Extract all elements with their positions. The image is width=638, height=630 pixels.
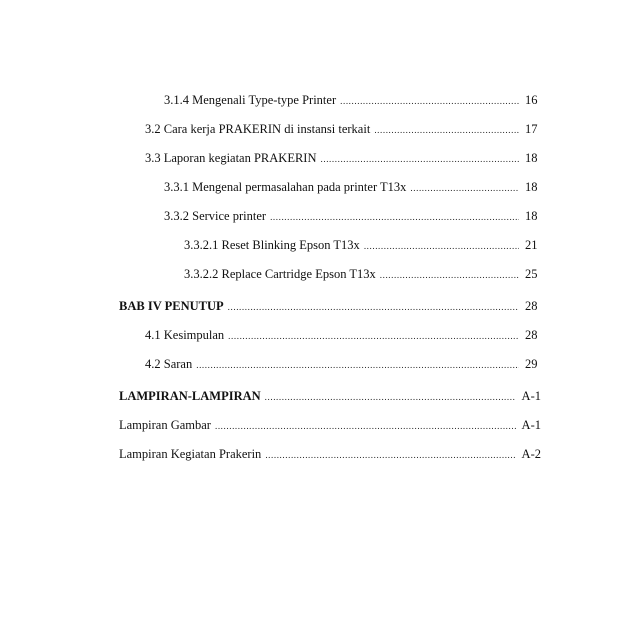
toc-page-number: 18 [525,151,538,165]
toc-dot-leader [228,328,519,344]
toc-dot-leader [340,93,519,109]
toc-entry [145,121,541,138]
toc-dot-leader [215,418,516,434]
toc-entry-chapter [119,388,541,405]
toc-dot-leader [374,122,519,138]
toc-entry [184,266,541,283]
toc-page-number: A-1 [521,389,541,403]
toc-page-number: 28 [525,299,538,313]
toc-dot-leader [265,447,515,463]
toc-entry-title: 4.2 Saran [145,357,193,371]
toc-dot-leader [265,389,516,405]
toc-entry-title: 3.3.2.2 Replace Cartridge Epson T13x [184,267,376,281]
toc-entry [184,237,541,254]
toc-dot-leader [321,151,520,167]
toc-entry [119,446,541,463]
toc-dot-leader [380,267,519,283]
toc-entry-title: Lampiran Gambar [119,418,211,432]
toc-page-number: 21 [525,238,538,252]
toc-chapter-title: BAB IV PENUTUP [119,299,224,313]
toc-entry-title: 3.3.1 Mengenal permasalahan pada printer T13x [164,180,407,194]
toc-dot-leader [270,209,519,225]
toc-entry-title: 3.1.4 Mengenali Type-type Printer [164,93,337,107]
toc-entry [164,179,541,196]
toc-page-number: 16 [525,93,538,107]
toc-entry-chapter [119,298,541,315]
toc-dot-leader [364,238,519,254]
toc-page-number: 29 [525,357,538,371]
toc-dot-leader [228,299,519,315]
toc-entry-title: 3.3.2 Service printer [164,209,267,223]
toc-chapter-title: LAMPIRAN-LAMPIRAN [119,389,261,403]
toc-page-number: A-1 [521,418,541,432]
toc-entry-title: 3.2 Cara kerja PRAKERIN di instansi terkait [145,122,371,136]
toc-entry-title: 3.3 Laporan kegiatan PRAKERIN [145,151,317,165]
toc-entry-title: 4.1 Kesimpulan [145,328,225,342]
toc-entry [145,150,541,167]
toc-page-number: 18 [525,209,538,223]
toc-page-number: A-2 [521,447,541,461]
toc-dot-leader [410,180,519,196]
toc-dot-leader [196,357,519,373]
toc-page-number: 25 [525,267,538,281]
toc-page-number: 18 [525,180,538,194]
toc-entry-title: Lampiran Kegiatan Prakerin [119,447,262,461]
toc-entry [145,356,541,373]
toc-entry [145,327,541,344]
toc-entry [164,208,541,225]
toc-page-number: 28 [525,328,538,342]
toc-page-number: 17 [525,122,538,136]
toc-entry [119,417,541,434]
toc-entry-title: 3.3.2.1 Reset Blinking Epson T13x [184,238,360,252]
toc-entry [164,92,541,109]
